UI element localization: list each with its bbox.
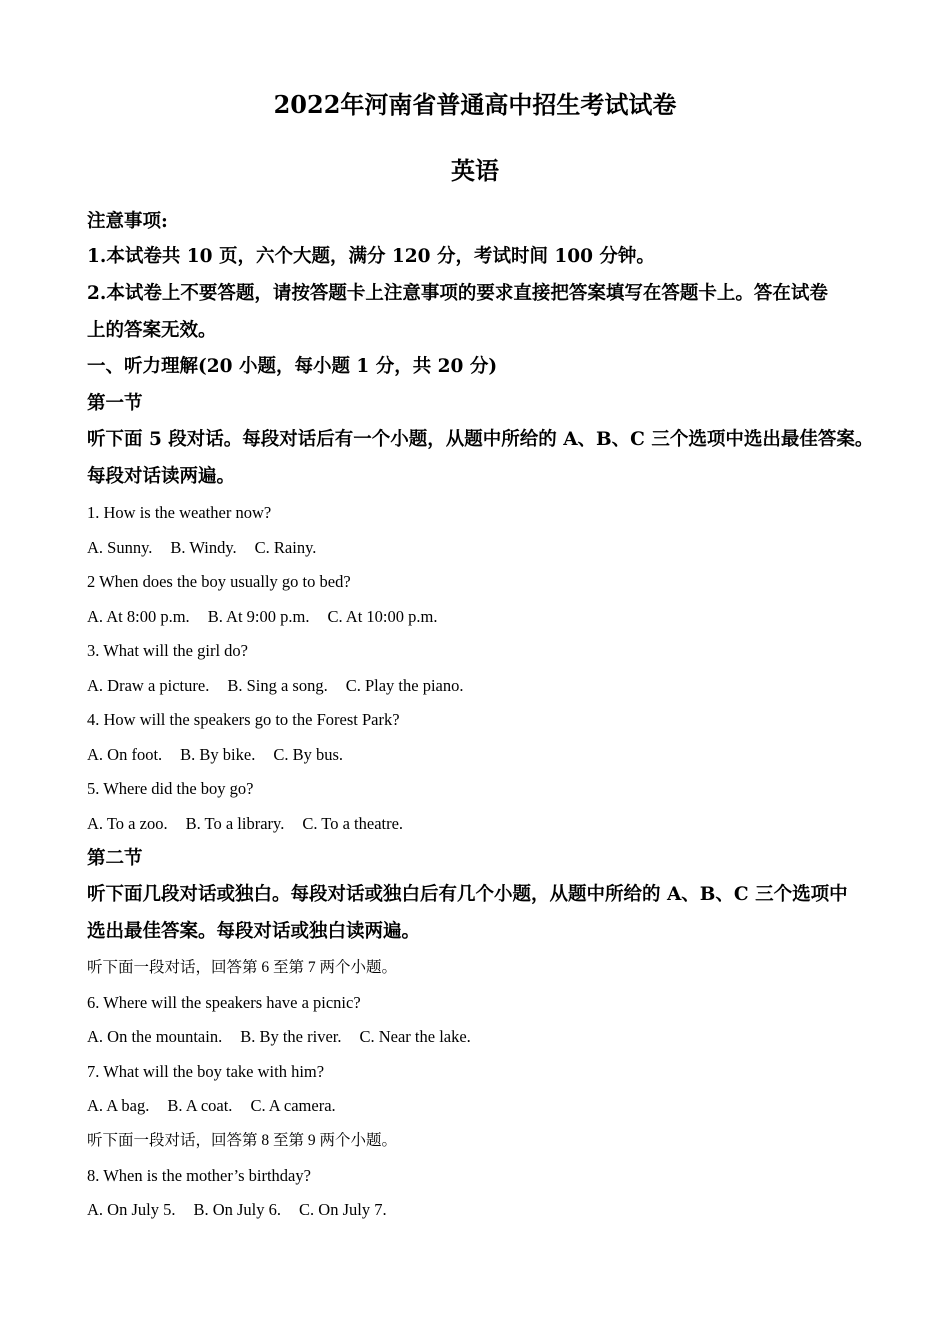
question-5-options bbox=[87, 813, 421, 835]
option-b: B. By bike. bbox=[180, 745, 256, 764]
option-b: B. To a library. bbox=[185, 814, 285, 833]
question-3-options bbox=[87, 675, 482, 697]
section2-instruction-line-1: 听下面几段对话或独白。每段对话或独白后有几个小题，从题中所给的 A、B、C 三个选项中 bbox=[87, 884, 848, 905]
notice-item-2-line-1: 2.本试卷上不要答题，请按答题卡上注意事项的要求直接把答案填写在答题卡上。答在试卷 bbox=[87, 283, 828, 304]
notice-item-2-line-2: 上的答案无效。 bbox=[87, 320, 217, 341]
question-5: 5. Where did the boy go? bbox=[87, 779, 254, 798]
option-b: B. A coat. bbox=[167, 1096, 233, 1115]
option-a: A. A bag. bbox=[87, 1096, 150, 1115]
option-b: B. Windy. bbox=[170, 538, 237, 557]
option-b: B. On July 6. bbox=[193, 1200, 282, 1219]
notice-item-1: 1.本试卷共 10 页，六个大题，满分 120 分，考试时间 100 分钟。 bbox=[87, 246, 655, 267]
option-c: C. Play the piano. bbox=[345, 676, 464, 695]
option-a: A. At 8:00 p.m. bbox=[87, 607, 190, 626]
section1-heading: 第一节 bbox=[87, 393, 143, 414]
option-b: B. Sing a song. bbox=[227, 676, 328, 695]
option-a: A. Sunny. bbox=[87, 538, 153, 557]
option-a: A. On foot. bbox=[87, 745, 163, 764]
question-2-options bbox=[87, 606, 455, 628]
option-c: C. Rainy. bbox=[254, 538, 317, 557]
question-1-options bbox=[87, 537, 334, 559]
section2-heading: 第二节 bbox=[87, 848, 143, 869]
question-1: 1. How is the weather now? bbox=[87, 503, 272, 522]
option-a: A. On July 5. bbox=[87, 1200, 176, 1219]
option-c: C. On July 7. bbox=[299, 1200, 387, 1219]
section1-instruction-line-1: 听下面 5 段对话。每段对话后有一个小题，从题中所给的 A、B、C 三个选项中选出最佳答案。 bbox=[87, 429, 874, 450]
option-b: B. At 9:00 p.m. bbox=[207, 607, 310, 626]
question-2: 2 When does the boy usually go to bed? bbox=[87, 572, 351, 591]
question-8: 8. When is the mother’s birthday? bbox=[87, 1166, 311, 1185]
part1-heading: 一、听力理解(20 小题，每小题 1 分，共 20 分) bbox=[87, 356, 498, 377]
option-a: A. Draw a picture. bbox=[87, 676, 210, 695]
option-a: A. On the mountain. bbox=[87, 1027, 223, 1046]
question-3: 3. What will the girl do? bbox=[87, 641, 248, 660]
option-c: C. At 10:00 p.m. bbox=[327, 607, 438, 626]
subject-title: 英语 bbox=[451, 156, 499, 185]
question-6-options bbox=[87, 1026, 489, 1048]
question-4-options bbox=[87, 744, 361, 766]
question-8-options bbox=[87, 1199, 405, 1221]
notice-heading: 注意事项: bbox=[87, 211, 168, 232]
question-7-options bbox=[87, 1095, 354, 1117]
question-4: 4. How will the speakers go to the Forest Park? bbox=[87, 710, 400, 729]
question-6: 6. Where will the speakers have a picnic? bbox=[87, 993, 361, 1012]
option-c: C. Near the lake. bbox=[359, 1027, 471, 1046]
exam-title: 2022年河南省普通高中招生考试试卷 bbox=[273, 90, 677, 119]
section2-instruction-line-2: 选出最佳答案。每段对话或独白读两遍。 bbox=[87, 921, 421, 942]
section1-instruction-line-2: 每段对话读两遍。 bbox=[87, 466, 236, 487]
option-b: B. By the river. bbox=[240, 1027, 342, 1046]
option-c: C. By bus. bbox=[273, 745, 344, 764]
option-c: C. A camera. bbox=[250, 1096, 336, 1115]
note-questions-6-7: 听下面一段对话，回答第 6 至第 7 两个小题。 bbox=[87, 959, 398, 976]
option-c: C. To a theatre. bbox=[302, 814, 404, 833]
option-a: A. To a zoo. bbox=[87, 814, 168, 833]
question-7: 7. What will the boy take with him? bbox=[87, 1062, 325, 1081]
note-questions-8-9: 听下面一段对话，回答第 8 至第 9 两个小题。 bbox=[87, 1132, 398, 1149]
